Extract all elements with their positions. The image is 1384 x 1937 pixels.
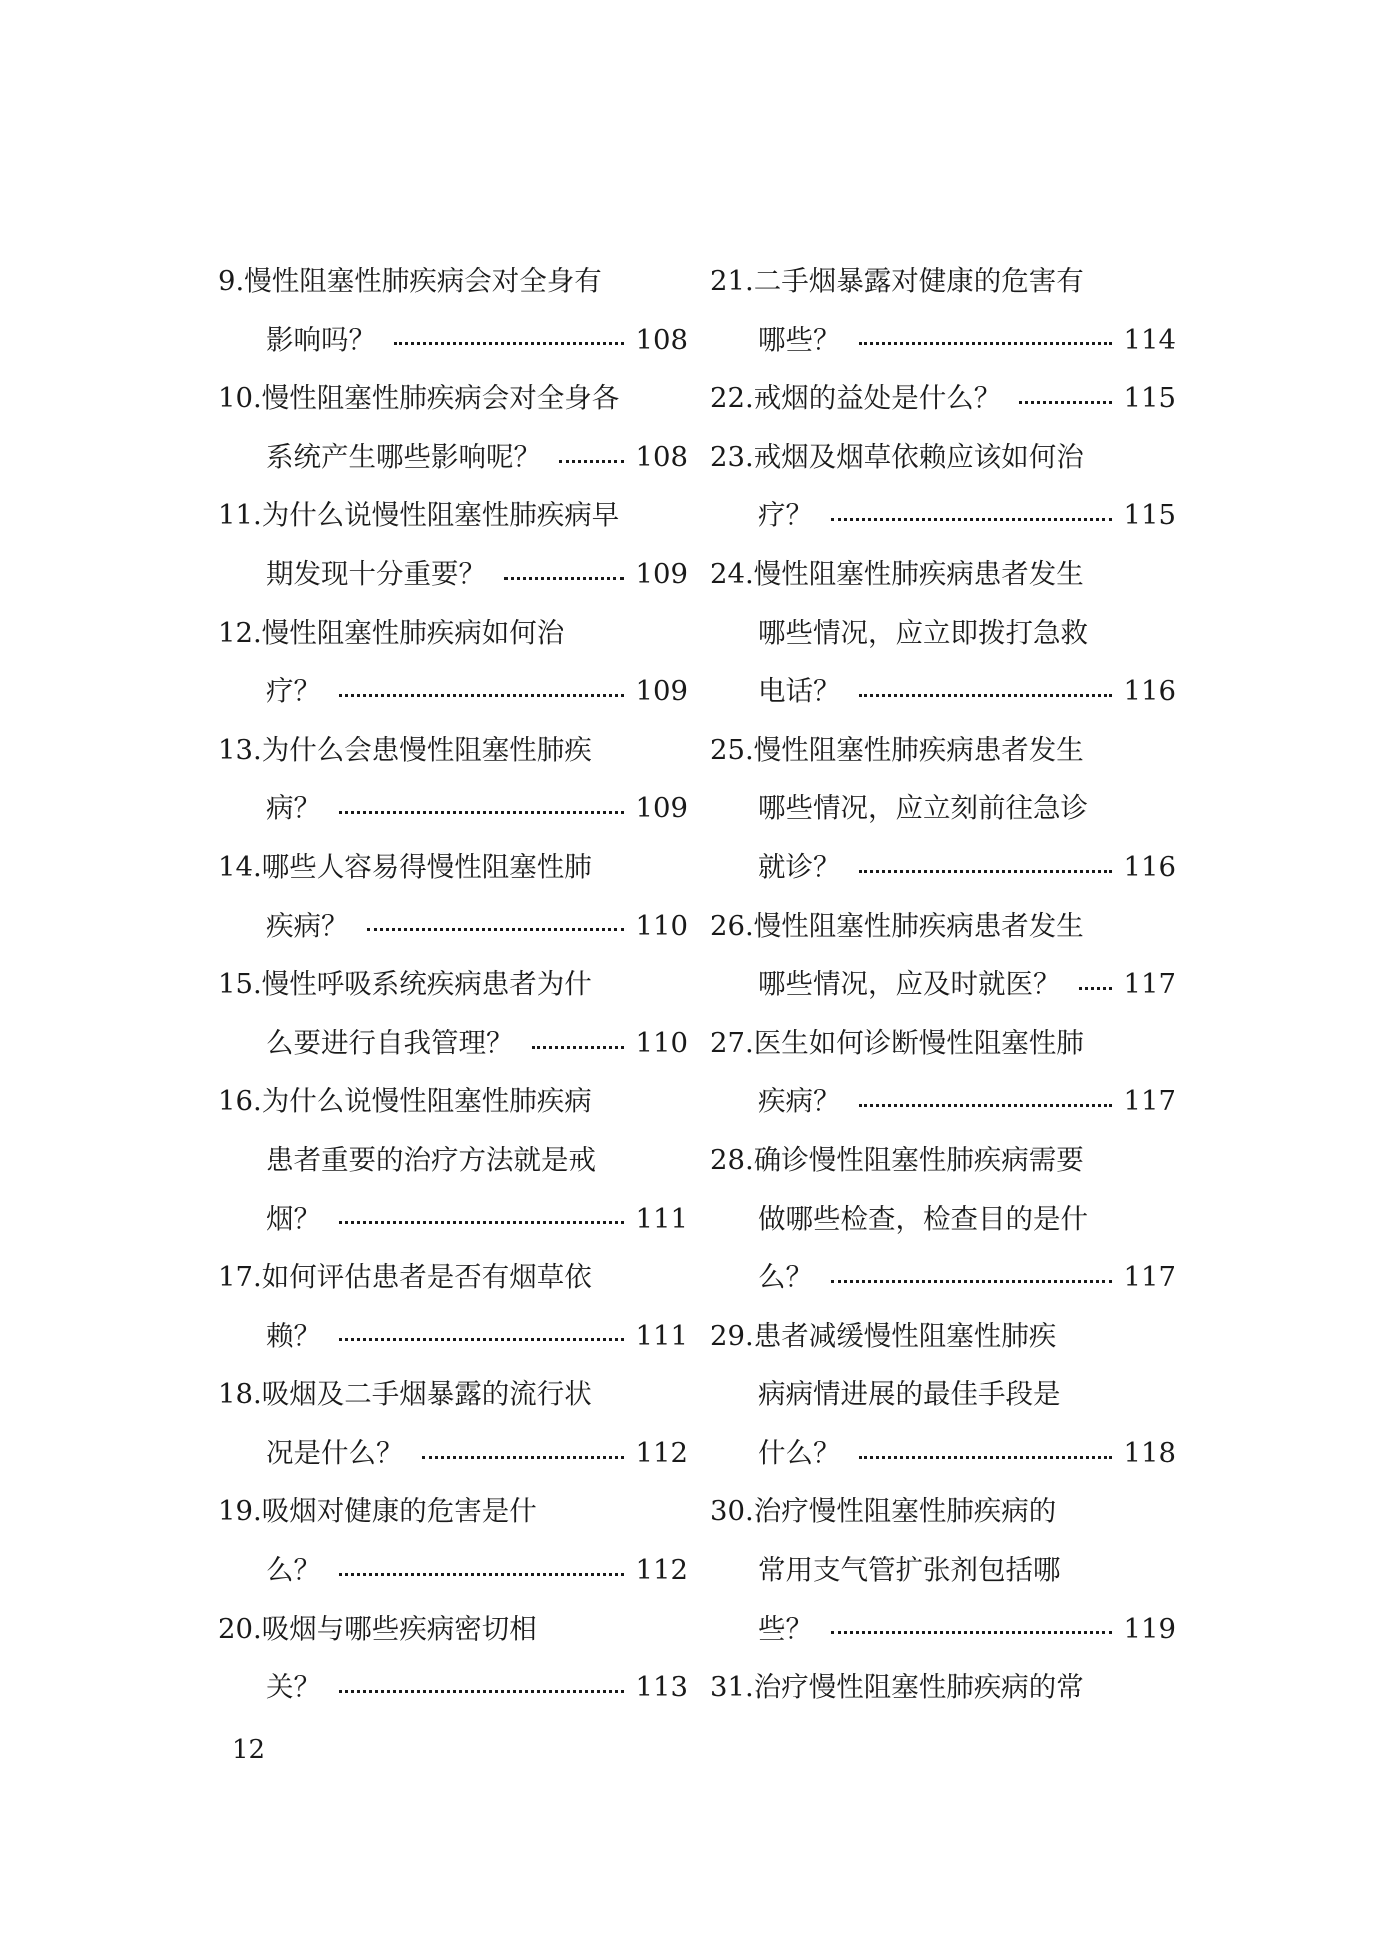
toc-entry-title: 病病情进展的最佳手段是 — [758, 1378, 1061, 1411]
toc-entry-continuation-line — [218, 428, 688, 487]
toc-entry-title: 做哪些检查，检查目的是什 — [758, 1202, 1088, 1235]
toc-entry-first-line — [218, 1365, 688, 1424]
dot-leader — [831, 518, 1112, 521]
toc-entry-title: 烟？ — [266, 1202, 321, 1235]
toc-entry[interactable] — [710, 1014, 1176, 1131]
dot-leader — [831, 1280, 1112, 1283]
toc-entry-continuation-line — [710, 1190, 1176, 1249]
toc-entry-continuation-line — [710, 1600, 1176, 1659]
toc-entry-title: 么？ — [758, 1261, 813, 1294]
toc-entry[interactable] — [218, 721, 688, 838]
toc-entry-title: 么？ — [266, 1554, 321, 1587]
toc-entry-title: 患者减缓慢性阻塞性肺疾 — [753, 1319, 1057, 1352]
toc-entry[interactable] — [710, 1307, 1176, 1483]
toc-entry-page-number: 108 — [635, 323, 688, 356]
toc-entry-title: 哪些人容易得慢性阻塞性肺 — [261, 850, 592, 883]
toc-entry-page-number: 117 — [1123, 1085, 1176, 1118]
dot-leader — [339, 811, 624, 814]
toc-entry[interactable] — [710, 545, 1176, 721]
toc-entry-title: 疗？ — [266, 675, 321, 708]
toc-entry-page-number: 109 — [635, 557, 688, 590]
toc-entry-number: 16. — [218, 1085, 262, 1118]
toc-entry-page-number: 118 — [1123, 1436, 1176, 1469]
toc-entry-title: 关？ — [266, 1671, 321, 1704]
toc-entry-title: 为什么说慢性阻塞性肺疾病 — [261, 1085, 592, 1118]
toc-entry-first-line — [218, 1248, 688, 1307]
dot-leader — [339, 1338, 624, 1341]
toc-entry-title: 吸烟及二手烟暴露的流行状 — [261, 1378, 592, 1411]
toc-entry-title: 疾病？ — [758, 1085, 841, 1118]
toc-entry-title: 慢性阻塞性肺疾病会对全身有 — [244, 265, 602, 297]
toc-entry[interactable] — [218, 1365, 688, 1482]
toc-entry-title: 吸烟与哪些疾病密切相 — [261, 1612, 537, 1645]
toc-entry-number: 15. — [218, 968, 262, 1001]
toc-entry-number: 14. — [218, 850, 262, 883]
toc-entry-title: 影响吗？ — [266, 323, 376, 356]
toc-entry-continuation-line — [710, 1248, 1176, 1307]
toc-entry-page-number: 114 — [1123, 323, 1176, 356]
toc-entry-title: 慢性阻塞性肺疾病患者发生 — [753, 557, 1084, 590]
toc-entry-continuation-line — [710, 1365, 1176, 1424]
toc-column-left — [218, 252, 688, 1717]
dot-leader — [422, 1456, 624, 1459]
toc-entry[interactable] — [218, 1600, 688, 1717]
toc-entry-first-line — [710, 545, 1176, 604]
toc-entry-number: 30. — [710, 1495, 754, 1528]
toc-entry-continuation-line — [710, 311, 1176, 370]
toc-entry[interactable] — [218, 252, 688, 369]
toc-entry-continuation-line — [710, 779, 1176, 838]
toc-entry-first-line — [710, 369, 1176, 428]
toc-entry[interactable] — [710, 428, 1176, 545]
toc-entry-title: 二手烟暴露对健康的危害有 — [753, 265, 1084, 297]
toc-entry-title: 况是什么？ — [266, 1436, 404, 1469]
toc-entry-continuation-line — [218, 1190, 688, 1249]
dot-leader — [339, 1573, 624, 1576]
toc-entry-title: 确诊慢性阻塞性肺疾病需要 — [753, 1143, 1084, 1176]
toc-entry-first-line — [218, 721, 688, 780]
toc-entry-page-number: 115 — [1123, 499, 1176, 532]
toc-entry-first-line — [218, 252, 688, 311]
toc-entry-continuation-line — [710, 1424, 1176, 1483]
toc-entry-page-number: 112 — [635, 1436, 688, 1469]
dot-leader — [859, 694, 1112, 697]
toc-entry[interactable] — [218, 1248, 688, 1365]
toc-entry-continuation-line — [218, 1014, 688, 1073]
toc-entry-first-line — [710, 1131, 1176, 1190]
toc-entry-first-line — [218, 369, 688, 428]
toc-entry[interactable] — [710, 721, 1176, 897]
toc-entry-title: 慢性阻塞性肺疾病如何治 — [261, 616, 565, 649]
toc-entry[interactable] — [710, 1131, 1176, 1307]
toc-entry-number: 24. — [710, 557, 754, 590]
toc-entry-number: 31. — [710, 1671, 754, 1704]
toc-entry-page-number: 109 — [635, 792, 688, 825]
toc-entry[interactable] — [218, 486, 688, 603]
toc-entry[interactable] — [218, 955, 688, 1072]
toc-entry[interactable] — [710, 1658, 1176, 1717]
toc-column-right — [710, 252, 1176, 1717]
toc-entry-title: 医生如何诊断慢性阻塞性肺 — [753, 1026, 1084, 1059]
toc-entry-page-number: 111 — [635, 1202, 688, 1235]
toc-entry-continuation-line — [218, 545, 688, 604]
page-number: 12 — [232, 1735, 266, 1765]
toc-entry-page-number: 108 — [635, 440, 688, 473]
toc-entry-title: 什么？ — [758, 1436, 841, 1469]
toc-entry-title: 慢性阻塞性肺疾病会对全身各 — [261, 382, 620, 415]
toc-entry-continuation-line — [218, 897, 688, 956]
toc-entry-continuation-line — [218, 1131, 688, 1190]
toc-entry-first-line — [710, 252, 1176, 311]
toc-entry[interactable] — [710, 897, 1176, 1014]
toc-entry-title: 么要进行自我管理？ — [266, 1026, 514, 1059]
toc-entry-number: 28. — [710, 1143, 754, 1176]
toc-entry-page-number: 117 — [1123, 968, 1176, 1001]
toc-entry-continuation-line — [710, 1072, 1176, 1131]
toc-entry[interactable] — [218, 1482, 688, 1599]
dot-leader — [339, 1690, 624, 1693]
toc-entry[interactable] — [710, 252, 1176, 369]
toc-entry-title: 哪些情况，应立刻前往急诊 — [758, 792, 1088, 825]
toc-entry-continuation-line — [218, 1307, 688, 1366]
dot-leader — [559, 460, 624, 463]
toc-entry-continuation-line — [218, 662, 688, 721]
toc-entry-number: 13. — [218, 733, 262, 766]
dot-leader — [859, 1104, 1112, 1107]
toc-entry[interactable] — [218, 604, 688, 721]
toc-entry[interactable] — [218, 369, 688, 486]
dot-leader — [367, 928, 624, 931]
dot-leader — [859, 342, 1112, 345]
toc-entry-title: 些？ — [758, 1612, 813, 1645]
dot-leader — [394, 342, 624, 345]
toc-entry-continuation-line — [218, 1658, 688, 1717]
toc-entry-title: 戒烟及烟草依赖应该如何治 — [753, 440, 1084, 473]
toc-entry-title: 系统产生哪些影响呢？ — [266, 440, 541, 473]
toc-entry-title: 哪些情况，应立即拨打急救 — [758, 616, 1088, 649]
toc-entry-first-line — [218, 1600, 688, 1659]
toc-entry-title: 慢性阻塞性肺疾病患者发生 — [753, 733, 1084, 766]
dot-leader — [532, 1046, 624, 1049]
toc-entry-number: 27. — [710, 1026, 754, 1059]
toc-entry-number: 25. — [710, 733, 754, 766]
toc-entry[interactable] — [710, 369, 1176, 428]
toc-entry-continuation-line — [710, 604, 1176, 663]
toc-entry-title: 为什么会患慢性阻塞性肺疾 — [261, 733, 592, 766]
toc-entry-number: 11. — [218, 499, 262, 532]
toc-entry-title: 哪些情况，应及时就医？ — [758, 968, 1061, 1001]
dot-leader — [339, 1221, 624, 1224]
toc-entry-continuation-line — [710, 838, 1176, 897]
toc-entry-page-number: 110 — [635, 909, 688, 942]
toc-entry-first-line — [710, 428, 1176, 487]
toc-entry-number: 18. — [218, 1378, 262, 1411]
toc-entry-title: 疾病？ — [266, 909, 349, 942]
toc-entry[interactable] — [710, 1482, 1176, 1658]
toc-entry-title: 疗？ — [758, 499, 813, 532]
toc-entry-number: 29. — [710, 1319, 754, 1352]
toc-entry-title: 治疗慢性阻塞性肺疾病的常 — [753, 1671, 1084, 1704]
toc-entry-first-line — [710, 721, 1176, 780]
toc-entry-number: 17. — [218, 1261, 262, 1294]
toc-entry-first-line — [218, 838, 688, 897]
toc-entry-number: 12. — [218, 616, 262, 649]
toc-entry[interactable] — [218, 838, 688, 955]
dot-leader — [1079, 987, 1112, 990]
toc-entry-title: 电话？ — [758, 675, 841, 708]
toc-entry-page-number: 115 — [1123, 382, 1176, 415]
toc-entry-continuation-line — [710, 486, 1176, 545]
toc-entry-first-line — [218, 1072, 688, 1131]
toc-entry-page-number: 113 — [635, 1671, 688, 1704]
toc-entry-first-line — [710, 1014, 1176, 1073]
toc-entry-number: 10. — [218, 382, 262, 415]
dot-leader — [339, 694, 624, 697]
toc-entry-first-line — [710, 1482, 1176, 1541]
toc-entry-number: 22. — [710, 382, 754, 415]
toc-entry-title: 常用支气管扩张剂包括哪 — [758, 1554, 1061, 1587]
dot-leader — [831, 1631, 1112, 1634]
toc-entry-continuation-line — [218, 1541, 688, 1600]
toc-entry-continuation-line — [710, 662, 1176, 721]
toc-entry-title: 为什么说慢性阻塞性肺疾病早 — [261, 499, 620, 532]
toc-entry-title: 慢性阻塞性肺疾病患者发生 — [753, 909, 1084, 942]
dot-leader — [1019, 401, 1111, 404]
toc-entry-number: 9. — [218, 265, 245, 297]
toc-entry-number: 20. — [218, 1612, 262, 1645]
toc-entry-first-line — [710, 897, 1176, 956]
toc-entry-continuation-line — [218, 311, 688, 370]
toc-entry-title: 治疗慢性阻塞性肺疾病的 — [753, 1495, 1057, 1528]
dot-leader — [859, 870, 1112, 873]
toc-entry-title: 期发现十分重要？ — [266, 557, 486, 590]
toc-entry-number: 23. — [710, 440, 754, 473]
toc-entry-title: 哪些？ — [758, 323, 841, 356]
toc-entry-title: 患者重要的治疗方法就是戒 — [266, 1143, 596, 1176]
toc-entry-continuation-line — [218, 1424, 688, 1483]
toc-entry-page-number: 109 — [635, 675, 688, 708]
toc-entry-title: 如何评估患者是否有烟草依 — [261, 1261, 592, 1294]
toc-entry-first-line — [218, 604, 688, 663]
dot-leader — [859, 1456, 1112, 1459]
toc-entry-first-line — [710, 1307, 1176, 1366]
toc-entry-page-number: 112 — [635, 1554, 688, 1587]
toc-entry-page-number: 111 — [635, 1319, 688, 1352]
toc-entry-first-line — [218, 486, 688, 545]
toc-entry-page-number: 116 — [1123, 850, 1176, 883]
toc-entry-first-line — [710, 1658, 1176, 1717]
toc-entry-first-line — [218, 1482, 688, 1541]
toc-entry-first-line — [218, 955, 688, 1014]
toc-entry-title: 吸烟对健康的危害是什 — [261, 1495, 537, 1528]
toc-entry-page-number: 117 — [1123, 1261, 1176, 1294]
toc-entry-page-number: 116 — [1123, 675, 1176, 708]
toc-entry-continuation-line — [218, 779, 688, 838]
toc-entry-page-number: 119 — [1123, 1612, 1176, 1645]
toc-entry-page-number: 110 — [635, 1026, 688, 1059]
dot-leader — [504, 577, 624, 580]
toc-entry-title: 赖？ — [266, 1319, 321, 1352]
toc-entry-continuation-line — [710, 955, 1176, 1014]
toc-entry[interactable] — [218, 1072, 688, 1248]
toc-entry-number: 21. — [710, 265, 754, 297]
toc-entry-title: 就诊？ — [758, 850, 841, 883]
toc-entry-number: 19. — [218, 1495, 262, 1528]
toc-entry-continuation-line — [710, 1541, 1176, 1600]
toc-entry-number: 26. — [710, 909, 754, 942]
toc-entry-title: 病？ — [266, 792, 321, 825]
toc-entry-title: 慢性呼吸系统疾病患者为什 — [261, 968, 592, 1001]
toc-entry-title: 戒烟的益处是什么？ — [753, 382, 1002, 415]
